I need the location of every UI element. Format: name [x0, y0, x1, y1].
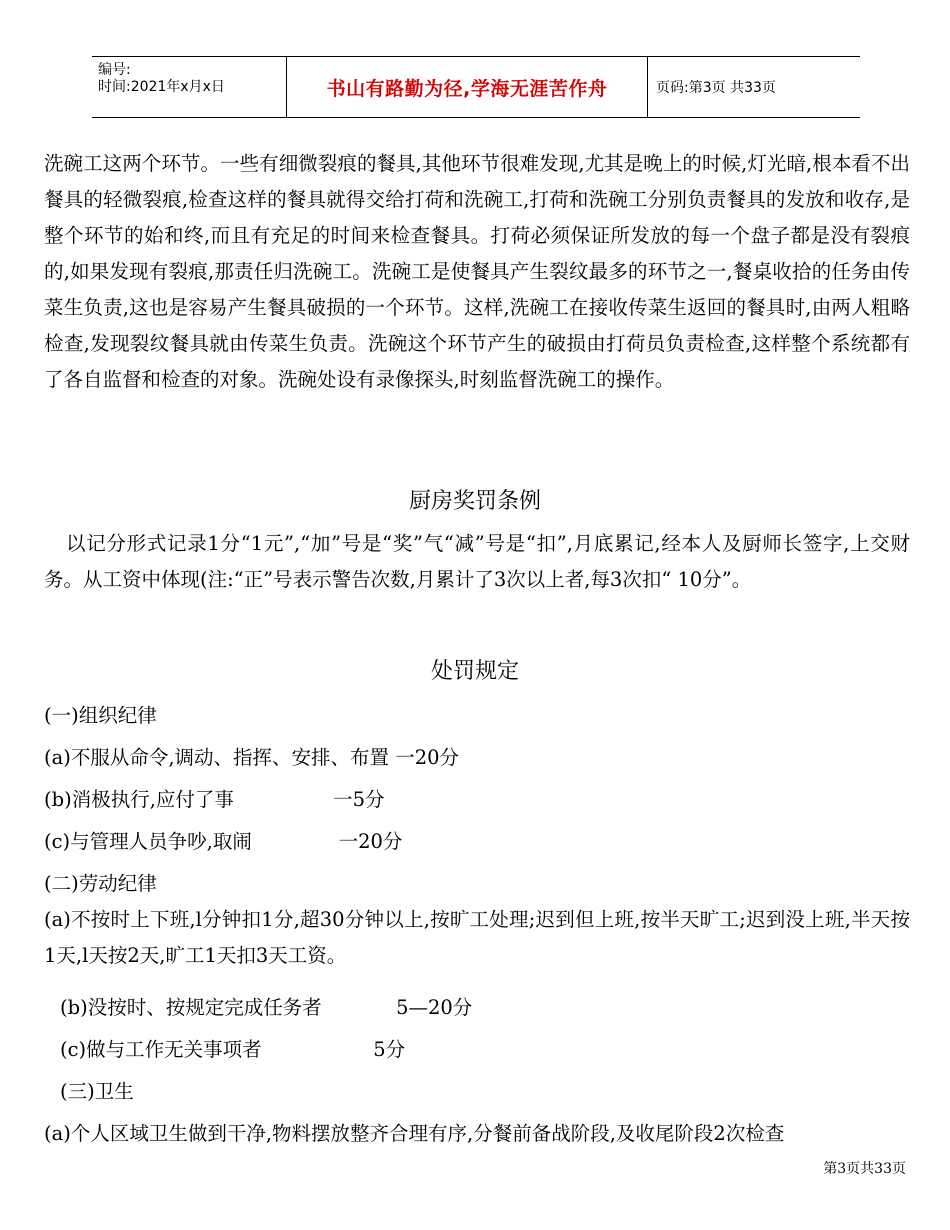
rule-item: (c)做与工作无关事项者 5分 [60, 1038, 406, 1061]
heading-organization-discipline: (一)组织纪律 [44, 704, 157, 727]
header-motto-cell [286, 57, 648, 117]
rule-item: (a)个人区域卫生做到干净,物料摆放整齐合理有序,分餐前备战阶段,及收尾阶段2次检查 [44, 1122, 785, 1145]
paragraph-scoring: 以记分形式记录1分“1元”,“加”号是“奖”气“减”号是“扣”,月底累记,经本人及厨师长签字,上交财务。从工资中体现(注:“正”号表示警告次数,月累计了3次以上者,每3次扣“ 10分”。 [44, 532, 910, 591]
rule-item: (a)不服从命令,调动、指挥、安排、布置 一20分 [44, 746, 460, 769]
section-title-rewards: 厨房奖罚条例 [408, 489, 541, 514]
header-meta-cell [92, 57, 286, 117]
section-title-penalties: 处罚规定 [430, 659, 519, 684]
time-label: 时间:2021年x月x日 [98, 79, 225, 95]
heading-labor-discipline: (二)劳动纪律 [44, 872, 157, 895]
footer-page-number: 第3页共33页 [823, 1161, 906, 1177]
rule-item: (b)没按时、按规定完成任务者 5—20分 [60, 996, 473, 1019]
heading-hygiene: (三)卫生 [60, 1080, 134, 1103]
rule-item: (b)消极执行,应付了事 一5分 [44, 788, 385, 811]
header-page-cell [648, 57, 860, 117]
rule-item-attendance: (a)不按时上下班,l分钟扣1分,超30分钟以上,按旷工处理;迟到但上班,按半天旷工;迟到没上班,半天按1天,l天按2天,旷工1天扣3天工资。 [44, 908, 910, 967]
paragraph-dishwashing: 洗碗工这两个环节。一些有细微裂痕的餐具,其他环节很难发现,尤其是晚上的时候,灯光暗,根本看不出餐具的轻微裂痕,检查这样的餐具就得交给打荷和洗碗工,打荷和洗碗工分别负责餐具的发放和收存,是整个环节的始和终,而且有充足的时间来检查餐具。打荷必须保证所发放的每一个盘子都是没有裂痕的,如果发现有裂痕,那责任归洗碗工。洗碗工是使餐具产生裂纹最多的环节之一,餐桌收拾的任务由传菜生负责,这也是容易产生餐具破损的一个环节。这样,洗碗工在接收传菜生返回的餐具时,由两人粗略检查,发现裂纹餐具就由传菜生负责。洗碗这个环节产生的破损由打荷员负责检查,这样整个系统都有了各自监督和检查的对象。洗碗处设有录像探头,时刻监督洗碗工的操作。 [44, 152, 910, 391]
rule-item: (c)与管理人员争吵,取闹 一20分 [44, 830, 403, 853]
motto-text: 书山有路勤为径,学海无涯苦作舟 [326, 77, 608, 100]
number-label: 编号: [98, 62, 131, 78]
document-header [92, 56, 860, 118]
page-label: 页码:第3页 共33页 [656, 80, 776, 96]
